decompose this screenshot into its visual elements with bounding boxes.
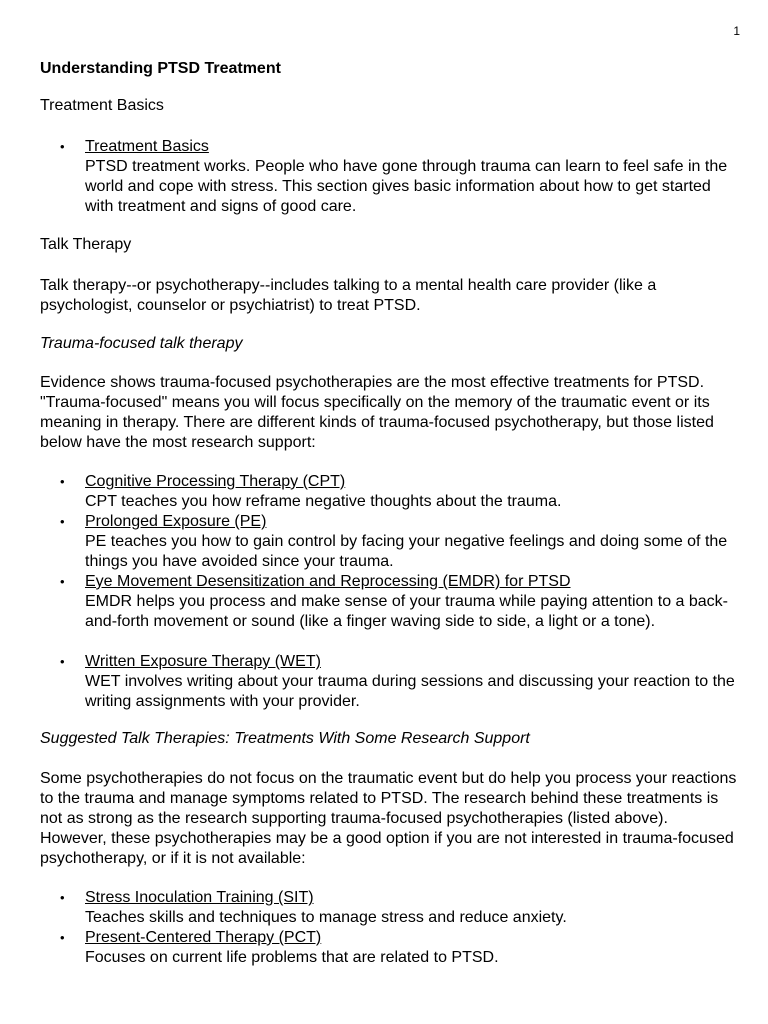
list-item: [40, 572, 738, 632]
list-item: [40, 137, 738, 217]
list-item: [40, 652, 738, 712]
list-item-description: Focuses on current life problems that are related to PTSD.: [85, 949, 499, 966]
list-item: [40, 512, 738, 572]
document-title: Understanding PTSD Treatment: [40, 60, 281, 77]
emdr-link[interactable]: • Eye Movement Desensitization and Reprocessing (EMDR) for PTSD: [85, 573, 571, 590]
list-item-description: CPT teaches you how reframe negative thoughts about the trauma.: [85, 493, 562, 510]
treatment-basics-list: [40, 137, 738, 217]
section-heading-suggested-therapies: Suggested Talk Therapies: Treatments With Some Research Support: [40, 730, 530, 747]
pct-link[interactable]: • Present-Centered Therapy (PCT): [85, 929, 322, 946]
talk-therapy-paragraph: Talk therapy--or psychotherapy--includes talking to a mental health care provider (like a psychologist, counselor or psychiatrist) to treat PTSD.: [40, 277, 657, 314]
cpt-link[interactable]: • Cognitive Processing Therapy (CPT): [85, 473, 346, 490]
suggested-therapies-paragraph: Some psychotherapies do not focus on the traumatic event but do help you process your reactions to the trauma and manage symptoms related to PTSD. The research behind these treatments is not as strong as the research supporting trauma-focused psychotherapies (listed above). However, these psychotherapies may be a good option if you are not interested in trauma-focused psychotherapy, or if it is not available:: [40, 770, 737, 867]
list-item-description: Teaches skills and techniques to manage stress and reduce anxiety.: [85, 909, 567, 926]
section-heading-talk-therapy: Talk Therapy: [40, 236, 132, 253]
treatment-basics-link[interactable]: • Treatment Basics: [85, 138, 209, 155]
list-item-description: EMDR helps you process and make sense of your trauma while paying attention to a back-and-forth movement or sound (like a finger waving side to side, a light or a tone).: [85, 593, 728, 630]
section-heading-treatment-basics: Treatment Basics: [40, 97, 164, 114]
sit-link[interactable]: • Stress Inoculation Training (SIT): [85, 889, 314, 906]
wet-link[interactable]: • Written Exposure Therapy (WET): [85, 653, 321, 670]
trauma-focused-list: [40, 472, 738, 712]
list-item-description: PE teaches you how to gain control by facing your negative feelings and doing some of the things you have avoided since your trauma.: [85, 533, 728, 570]
list-item: [40, 472, 738, 512]
suggested-therapies-list: [40, 888, 738, 968]
list-item: [40, 888, 738, 928]
section-heading-trauma-focused: Trauma-focused talk therapy: [40, 335, 243, 352]
page-number: 1: [733, 24, 740, 38]
list-item-description: WET involves writing about your trauma during sessions and discussing your reaction to the writing assignments with your provider.: [85, 673, 735, 710]
list-item: [40, 928, 738, 968]
list-item-description: PTSD treatment works. People who have gone through trauma can learn to feel safe in the world and cope with stress. This section gives basic information about how to get started with treatment and signs of good care.: [85, 158, 728, 215]
pe-link[interactable]: • Prolonged Exposure (PE): [85, 513, 267, 530]
trauma-focused-paragraph: Evidence shows trauma-focused psychotherapies are the most effective treatments for PTSD. "Trauma-focused" means you will focus specifically on the memory of the traumatic event or its meaning in therapy. There are different kinds of trauma-focused psychotherapy, but those listed below have the most research support:: [40, 374, 714, 451]
